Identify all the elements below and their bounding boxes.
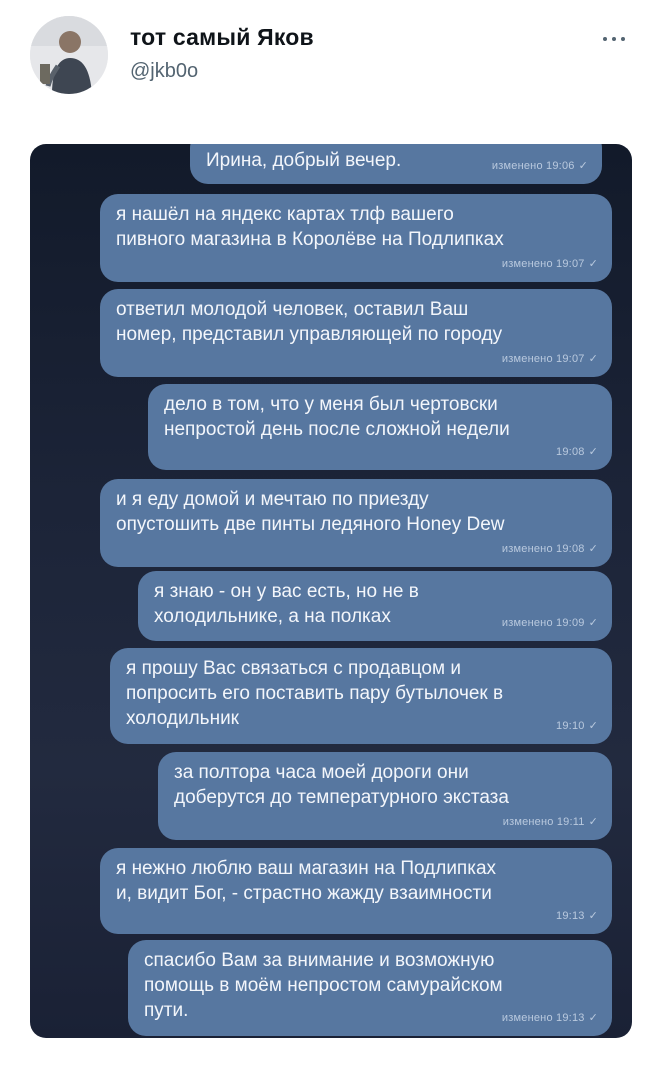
attached-chat-screenshot[interactable] xyxy=(30,144,632,1038)
edited-label: изменено xyxy=(501,258,553,270)
message-bubble xyxy=(100,289,612,377)
read-check-icon: ✓ xyxy=(588,543,598,555)
read-check-icon: ✓ xyxy=(578,160,588,172)
message-bubble xyxy=(100,479,612,567)
message-text: спасибо Вам за внимание и возможную помощь в моём непростом самурайском пути. xyxy=(144,950,503,1021)
message-meta xyxy=(556,440,598,465)
edited-label: изменено xyxy=(501,1012,553,1024)
message-text: за полтора часа моей дороги они доберутся до температурного экстаза xyxy=(174,762,509,808)
message-time: 19:07 xyxy=(556,353,585,365)
message-bubble xyxy=(158,752,612,840)
message-time: 19:13 xyxy=(556,910,585,922)
edited-label: изменено xyxy=(501,617,553,629)
message-time: 19:08 xyxy=(556,543,585,555)
read-check-icon: ✓ xyxy=(588,446,598,458)
message-meta xyxy=(502,537,598,562)
read-check-icon: ✓ xyxy=(588,720,598,732)
message-text: я знаю - он у вас есть, но не в холодильнике, а на полках xyxy=(154,581,419,627)
message-time: 19:10 xyxy=(556,720,585,732)
read-check-icon: ✓ xyxy=(588,617,598,629)
message-time: 19:13 xyxy=(556,1012,585,1024)
message-text: дело в том, что у меня был чертовски непростой день после сложной недели xyxy=(164,394,510,440)
message-bubble xyxy=(100,194,612,282)
read-check-icon: ✓ xyxy=(588,1012,598,1024)
message-meta xyxy=(492,154,588,179)
message-bubble xyxy=(100,848,612,934)
message-bubble xyxy=(128,940,612,1036)
read-check-icon: ✓ xyxy=(588,910,598,922)
message-bubble xyxy=(138,571,612,641)
read-check-icon: ✓ xyxy=(588,353,598,365)
dot xyxy=(603,37,607,41)
edited-label: изменено xyxy=(491,160,543,172)
dot xyxy=(612,37,616,41)
message-text: я нашёл на яндекс картах тлф вашего пивного магазина в Королёве на Подлипках xyxy=(116,204,504,250)
message-text: ответил молодой человек, оставил Ваш номер, представил управляющей по городу xyxy=(116,299,503,345)
message-meta xyxy=(502,252,598,277)
edited-label: изменено xyxy=(502,816,554,828)
tweet-header xyxy=(0,0,660,110)
edited-label: изменено xyxy=(501,543,553,555)
message-bubble xyxy=(110,648,612,744)
dot xyxy=(621,37,625,41)
message-text: Ирина, добрый вечер. xyxy=(206,150,402,171)
message-meta xyxy=(502,611,598,636)
display-name[interactable]: тот самый Яков xyxy=(130,24,314,50)
message-text: и я еду домой и мечтаю по приезду опустошить две пинты ледяного Honey Dew xyxy=(116,489,505,535)
message-time: 19:06 xyxy=(546,160,575,172)
message-meta xyxy=(556,714,598,739)
user-handle[interactable]: @jkb0o xyxy=(130,60,199,82)
message-meta xyxy=(502,347,598,372)
more-options-icon[interactable] xyxy=(596,32,632,46)
read-check-icon: ✓ xyxy=(588,258,598,270)
message-time: 19:08 xyxy=(556,446,585,458)
message-meta xyxy=(502,1006,598,1031)
edited-label: изменено xyxy=(501,353,553,365)
avatar[interactable] xyxy=(30,16,108,94)
message-time: 19:07 xyxy=(556,258,585,270)
message-text: я нежно люблю ваш магазин на Подлипках и, видит Бог, - страстно жажду взаимности xyxy=(116,858,497,904)
message-text: я прошу Вас связаться с продавцом и попросить его поставить пару бутылочек в холодильник xyxy=(126,658,504,729)
message-time: 19:11 xyxy=(556,816,585,828)
person-photo-icon xyxy=(30,16,108,94)
message-bubble xyxy=(148,384,612,470)
message-meta xyxy=(503,810,598,835)
message-time: 19:09 xyxy=(556,617,585,629)
message-bubble xyxy=(190,144,602,184)
read-check-icon: ✓ xyxy=(588,816,598,828)
message-meta xyxy=(556,904,598,929)
